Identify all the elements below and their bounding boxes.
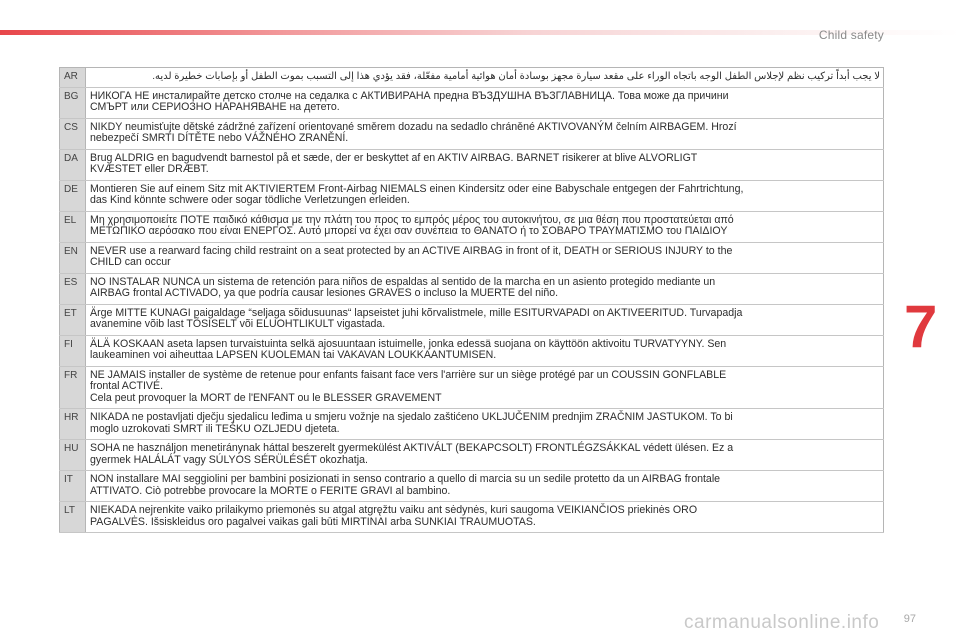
language-code: LT	[60, 502, 86, 533]
language-code: FI	[60, 335, 86, 366]
header-accent-bar	[0, 30, 960, 35]
warning-text-line: ÄLÄ KOSKAAN aseta lapsen turvaistuinta selkä ajosuuntaan istuimelle, jonka edessä suojana on käyttöön aktivoitu TURVATYYNY. Sen	[90, 337, 727, 350]
warning-text-line: Brug ALDRIG en bagudvendt barnestol på et sæde, der er beskyttet af en AKTIV AIRBAG. BARNET risikerer at blive ALVORLIGT	[90, 151, 698, 164]
language-code: BG	[60, 87, 86, 118]
table-body	[60, 68, 884, 533]
warning-text-line: ΜΕΤΩΠΙΚΟ αερόσακο που είναι ΕΝΕΡΓΟΣ. Αυτό μπορεί να έχει σαν συνέπεια το ΘΑΝΑΤΟ ή το ΣΟΒΑΡΟ ΤΡΑΥΜΑΤΙΣΜΟ του ΠΑΙΔΙΟΥ	[90, 225, 728, 237]
language-row	[60, 471, 884, 502]
language-code: IT	[60, 471, 86, 502]
page-number: 97	[903, 613, 916, 625]
language-code: DE	[60, 180, 86, 211]
section-title: Child safety	[818, 28, 884, 42]
language-row	[60, 502, 884, 533]
language-row	[60, 118, 884, 149]
language-code: DA	[60, 149, 86, 180]
warning-text-line: moglo uzrokovati SMRT ili TEŠKU OZLJEDU djeteta.	[90, 422, 340, 435]
warning-text-line: das Kind könnte schwere oder sogar tödliche Verletzungen erleiden.	[90, 194, 410, 206]
language-code: EL	[60, 211, 86, 242]
child-safety-warning-table	[59, 67, 884, 533]
warning-text-line: NIKADA ne postavljati dječju sjedalicu leđima u smjeru vožnje na sjedalo zaštićeno UKLJUČENIM prednjim ZRAČNIM JASTUKOM. To bi	[90, 411, 733, 423]
warning-text-line: PAGALVĖS. Išsiskleidus oro pagalvei vaikas gali būti MIRTINAI arba SUNKIAI TRAUMUOTAS.	[90, 515, 536, 528]
language-row	[60, 242, 884, 273]
language-row	[60, 273, 884, 304]
warning-text	[86, 149, 884, 180]
language-row	[60, 440, 884, 471]
language-code: EN	[60, 242, 86, 273]
warning-text-line: Cela peut provoquer la MORT de l'ENFANT ou le BLESSER GRAVEMENT	[90, 391, 442, 404]
warning-text-line: NO INSTALAR NUNCA un sistema de retención para niños de espaldas al sentido de la marcha en un asiento protegido mediante un	[90, 275, 716, 288]
warning-text	[86, 273, 884, 304]
warning-text	[86, 180, 884, 211]
warning-text	[86, 335, 884, 366]
language-code: CS	[60, 118, 86, 149]
warning-text	[86, 366, 884, 409]
warning-text-line: SOHA ne használjon menetiránynak háttal beszerelt gyermekülést AKTIVÁLT (BEKAPCSOLT) FRONTLÉGZSÁKKAL védett ülésen. Ez a	[90, 442, 734, 454]
warning-text-line: NEVER use a rearward facing child restraint on a seat protected by an ACTIVE AIRBAG in front of it, DEATH or SERIOUS INJURY to the	[90, 244, 733, 257]
warning-text	[86, 87, 884, 118]
warning-text	[86, 304, 884, 335]
language-code: HU	[60, 440, 86, 471]
language-code: FR	[60, 366, 86, 409]
language-row	[60, 68, 884, 88]
warning-text-line: KVÆSTET eller DRÆBT.	[90, 163, 209, 175]
warning-text-line: nebezpečí SMRTI DÍTĚTE nebo VÁŽNÉHO ZRANĚNÍ.	[90, 132, 349, 144]
warning-text	[86, 211, 884, 242]
warning-text	[86, 502, 884, 533]
language-row	[60, 366, 884, 409]
warning-text-line: NIKDY neumisťujte dětské zádržné zařízení orientované směrem dozadu na sedadlo chráněné AKTIVOVANÝM čelním AIRBAGEM. Hrozí	[90, 120, 737, 133]
warning-text-line: avanemine võib last TÕSISELT või ELUOHTLIKULT vigastada.	[90, 318, 386, 330]
language-code: AR	[60, 68, 86, 88]
language-row	[60, 180, 884, 211]
warning-text	[86, 118, 884, 149]
language-code: ES	[60, 273, 86, 304]
warning-text-line: laukeaminen voi aiheuttaa LAPSEN KUOLEMAN tai VAKAVAN LOUKKAANTUMISEN.	[90, 349, 497, 361]
warning-text-line: NIEKADA nejrenkite vaiko prilaikymo priemonės su atgal atgręžtu vaiku ant sėdynės, kuri saugoma VEIKIANČIOS priekinės ORO	[90, 504, 698, 516]
warning-text	[86, 68, 884, 88]
language-code: HR	[60, 409, 86, 440]
warning-text-line: NE JAMAIS installer de système de retenue pour enfants faisant face vers l'arrière sur un siège protégé par un COUSSIN GONFLABLE	[90, 368, 727, 381]
warning-text-line: NON installare MAI seggiolini per bambini posizionati in senso contrario a quello di marcia su un sedile protetto da un AIRBAG frontale	[90, 473, 721, 485]
warning-text-line: Ärge MITTE KUNAGI paigaldage “seljaga sõidusuunas“ lapseistet juhi kõrvalistmele, mille ESITURVAPADI on AKTIVEERITUD. Turvapadja	[90, 306, 743, 319]
warning-text-line: frontal ACTIVÉ.	[90, 380, 164, 392]
warning-text-line: gyermek HALÁLÁT vagy SÚLYOS SÉRÜLÉSÉT okozhatja.	[90, 453, 368, 466]
warning-text-line: ATTIVATO. Ciò potrebbe provocare la MORTE o FERITE GRAVI al bambino.	[90, 484, 451, 497]
watermark: carmanualsonline.info	[684, 612, 880, 633]
language-code: ET	[60, 304, 86, 335]
warning-text	[86, 242, 884, 273]
warning-text	[86, 440, 884, 471]
warning-text	[86, 409, 884, 440]
language-row	[60, 87, 884, 118]
warning-text-line: AIRBAG frontal ACTIVADO, ya que podría causar lesiones GRAVES o incluso la MUERTE del niño.	[90, 287, 559, 299]
warning-text-line: Montieren Sie auf einem Sitz mit AKTIVIERTEM Front-Airbag NIEMALS einen Kindersitz oder eine Babyschale entgegen der Fahrtrichtung,	[90, 182, 744, 195]
warning-text-line: Μη χρησιμοποιείτε ΠΟΤΕ παιδικό κάθισμα με την πλάτη του προς το εμπρός μέρος του αυτοκινήτου, σε μια θέση που προστατεύεται από	[90, 213, 734, 226]
warning-text-line: НИКОГА НЕ инсталирайте детско столче на седалка с АКТИВИРАНА предна ВЪЗДУШНА ВЪЗГЛАВНИЦА. Това може да причини	[90, 89, 729, 102]
chapter-number: 7	[904, 293, 938, 360]
language-row	[60, 211, 884, 242]
language-row	[60, 304, 884, 335]
language-row	[60, 409, 884, 440]
language-row	[60, 149, 884, 180]
warning-text-line: СМЪРТ или СЕРИОЗНО НАРАНЯВАНЕ на детето.	[90, 101, 340, 113]
language-row	[60, 335, 884, 366]
warning-text-line: CHILD can occur	[90, 256, 171, 268]
warning-text	[86, 471, 884, 502]
warning-text-line: لا يجب أبداً تركيب نظم لإجلاس الطفل الوجه باتجاه الوراء على مقعد سيارة مجهز بوسادة أمان هوائية أمامية مفعّلة، فقد يؤدي هذا إلى التسبب بموت الطفل أو بإصابات خطيرة لديه.	[152, 71, 880, 82]
